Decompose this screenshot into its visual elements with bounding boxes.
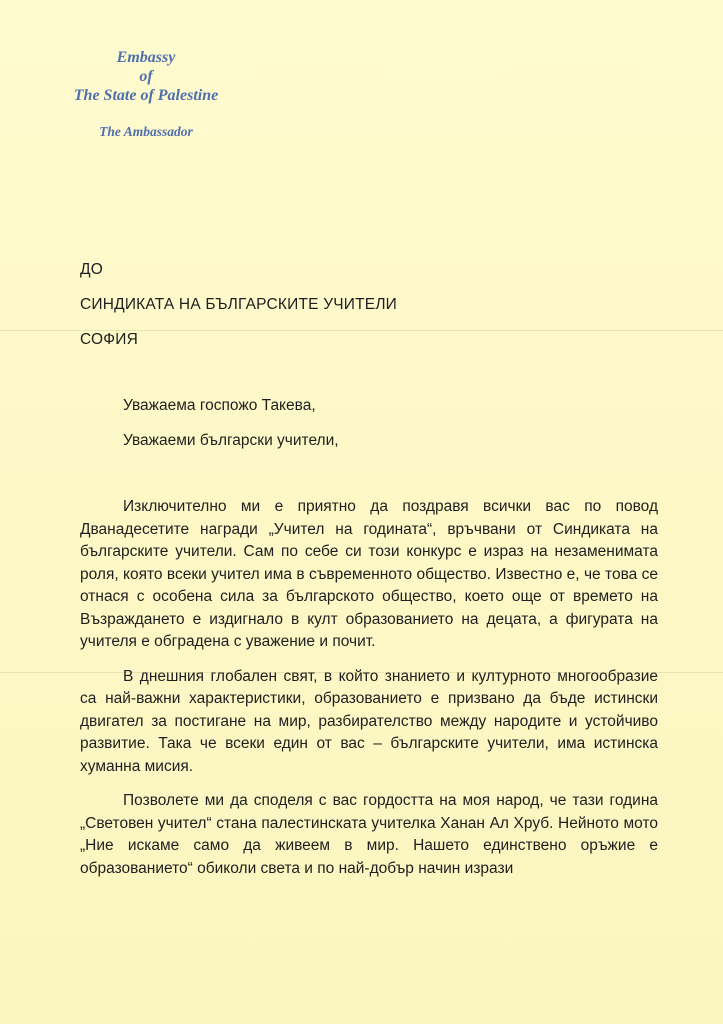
letter-body <box>80 496 658 892</box>
body-paragraph: Изключително ми е приятно да поздравя всички вас по повод Дванадесетите награди „Учител на годината“, връчвани от Синдиката на българските учители. Сам по себе си този конкурс е израз на незаменимата роля, която всеки учител има в съвременното общество. Известно е, че това се отнася с особена сила за българското общество, което още от времето на Възраждането е издигнало в култ образованието на децата, а фигурата на учителя е обградена с уважение и почит. <box>80 498 658 650</box>
letterhead-line-of: of <box>139 68 153 85</box>
body-paragraph: Позволете ми да споделя с вас гордостта на моя народ, че тази година „Световен учител“ стана палестинската учителка Ханан Ал Хруб. Нейното мото „Ние искаме само да живеем в мир. Нашето единствено оръжие е образованието“ обиколи света и по най-добър начин изрази <box>80 792 658 877</box>
addressee-city: СОФИЯ <box>80 331 139 348</box>
letterhead-line-embassy: Embassy <box>116 49 176 66</box>
addressee-organization: СИНДИКАТА НА БЪЛГАРСКИТЕ УЧИТЕЛИ <box>80 296 398 313</box>
salutation-line: Уважаеми български учители, <box>123 432 339 449</box>
letterhead-ambassador-title: The Ambassador <box>99 124 193 139</box>
salutation-line: Уважаема госпожо Такева, <box>123 397 316 414</box>
body-paragraph: В днешния глобален свят, в който знанието и културното многообразие са най-важни характеристики, образованието е призвано да бъде истински двигател за постигане на мир, разбирателство между народите и устойчиво развитие. Така че всеки един от вас – българските учители, има истинска хуманна мисия. <box>80 667 658 775</box>
letterhead-line-state: The State of Palestine <box>73 87 219 104</box>
embassy-letterhead <box>60 48 232 140</box>
addressee-block <box>80 259 397 364</box>
addressee-to: ДО <box>80 261 103 278</box>
salutation-block <box>123 395 339 465</box>
